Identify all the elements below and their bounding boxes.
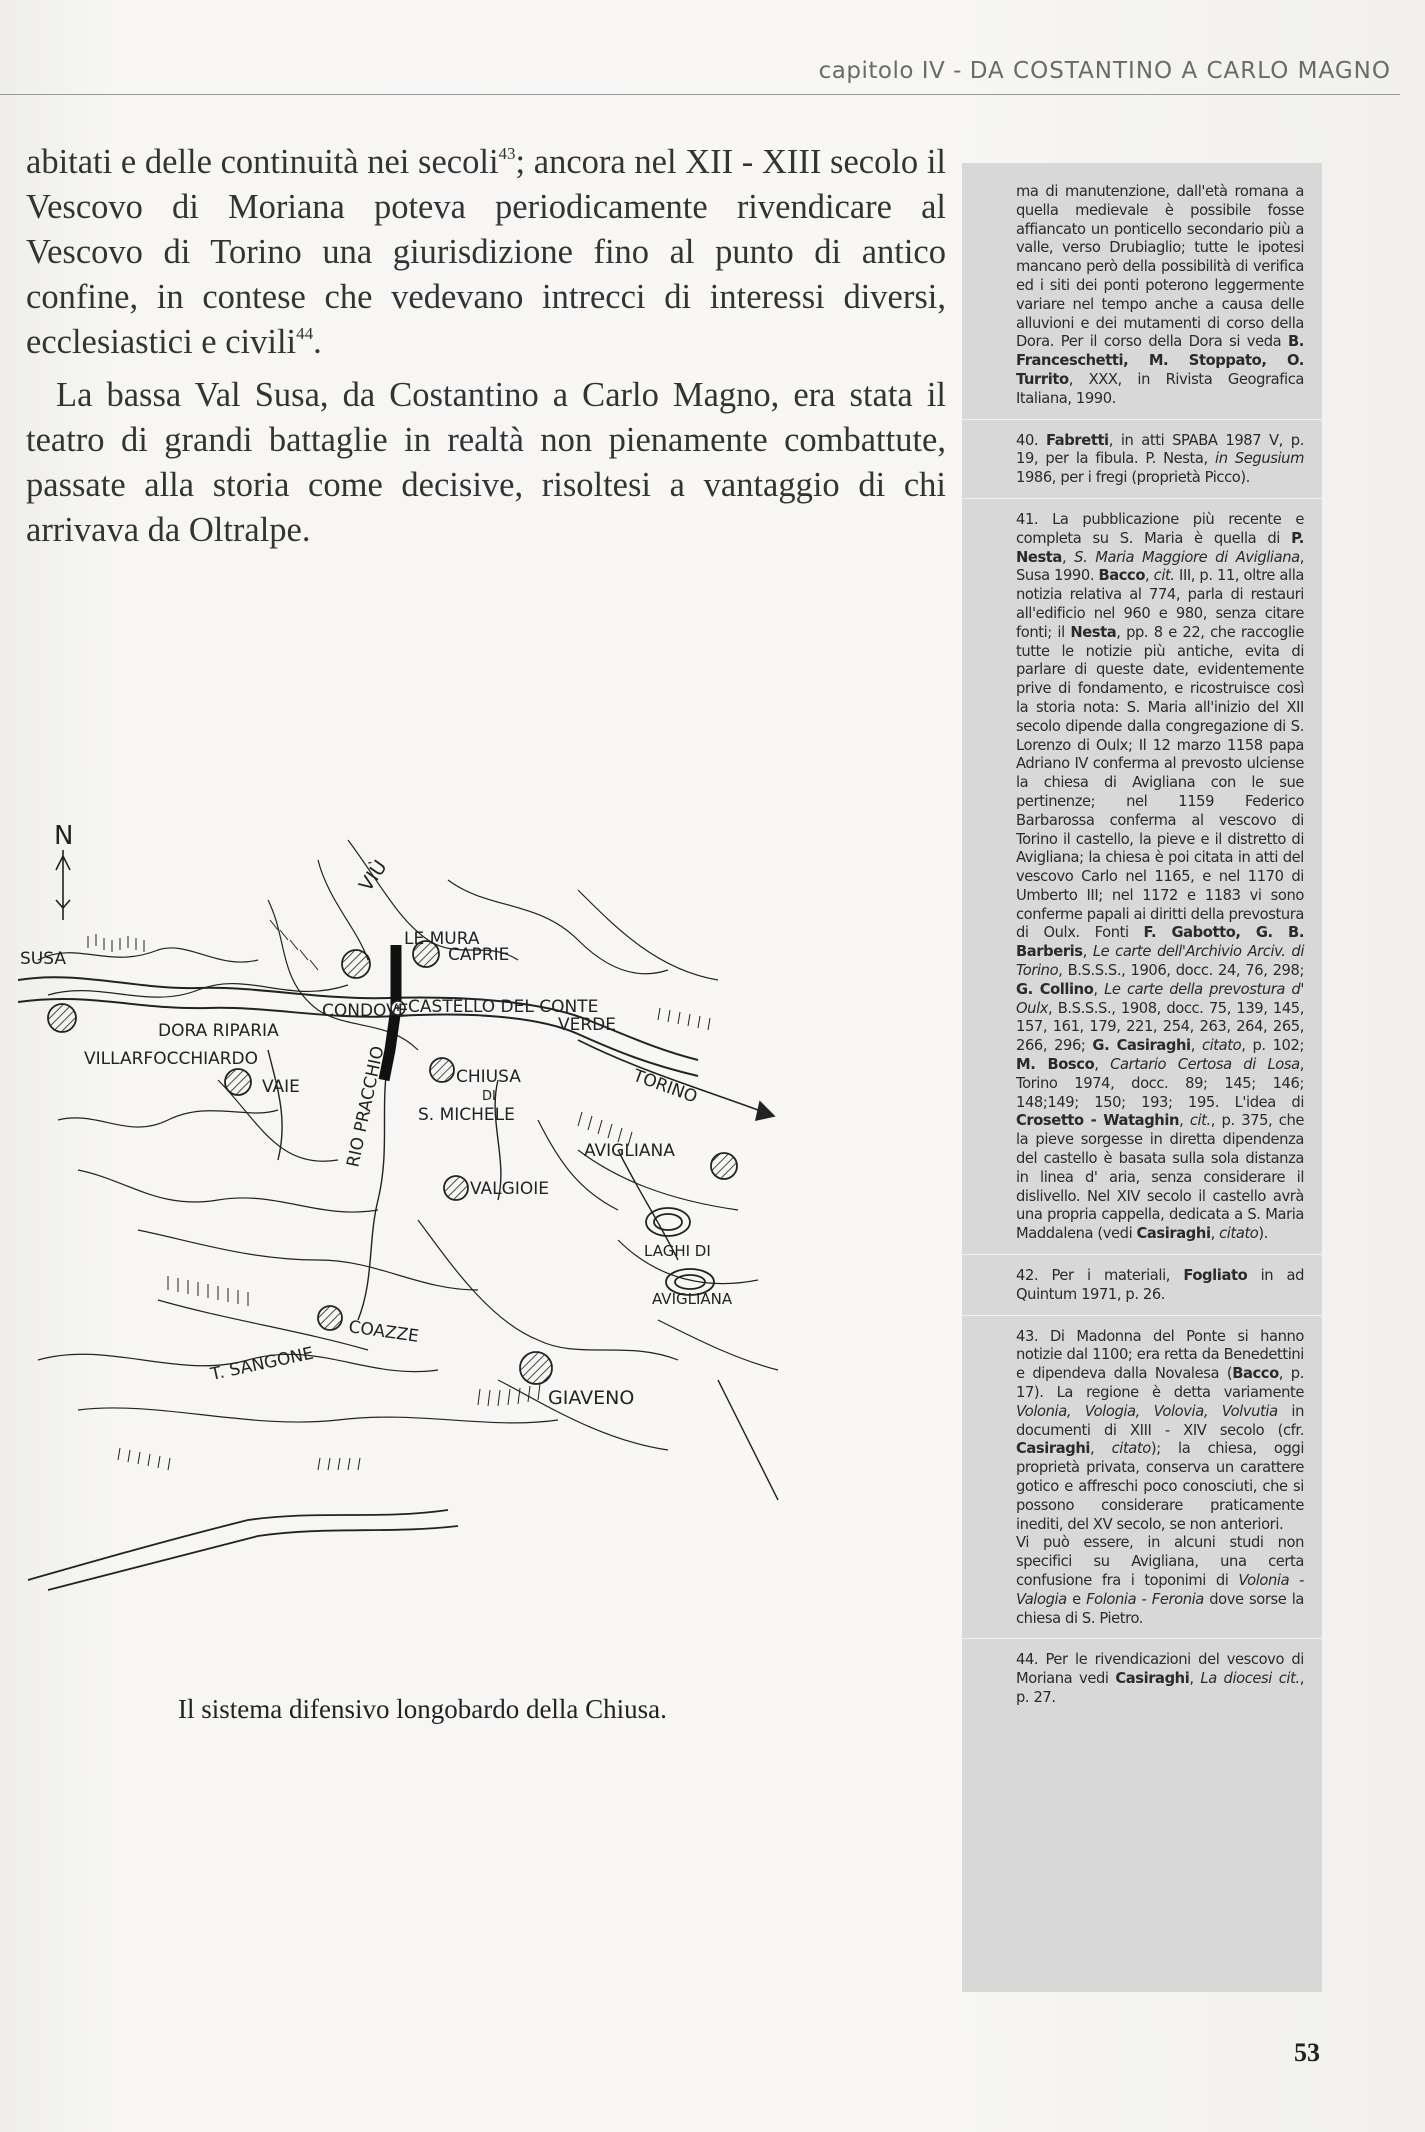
note-text: G. Collino xyxy=(1016,980,1094,998)
map-illustration xyxy=(18,820,928,1620)
chapter-title: DA COSTANTINO A CARLO MAGNO xyxy=(969,58,1391,84)
note-text: Fabretti xyxy=(1046,431,1109,449)
note-text: cit. xyxy=(1189,1112,1211,1130)
label-dora-riparia: DORA RIPARIA xyxy=(158,1021,279,1041)
page-number: 53 xyxy=(1294,2038,1320,2067)
main-text xyxy=(26,140,946,561)
note-text: , B.S.S.S., 1906, docc. 24, 76, 298; xyxy=(1058,962,1304,980)
note-text: III, p. 11, oltre alla notizia relativa al 774, parla di restauri all'edificio nel 960 e 980, senza citare fonti; il xyxy=(1016,567,1304,641)
note-text: Cartario Certosa di Losa xyxy=(1110,1056,1300,1074)
note-text: F. Gabotto, G. B. Barberis xyxy=(1016,924,1304,961)
note-40 xyxy=(1016,432,1304,488)
note-divider xyxy=(962,1315,1322,1316)
note-text: Vi può essere, in alcuni studi non specifici su Avigliana, una certa confusione fra i toponimi di xyxy=(1016,1534,1304,1589)
note-text: 1986, per i fregi (proprietà Picco). xyxy=(1016,469,1250,487)
running-head xyxy=(819,58,1391,84)
label-condove: CONDOVE xyxy=(322,1001,409,1021)
label-avigliana-lakes: AVIGLIANA xyxy=(652,1290,733,1308)
avigliana-marker xyxy=(711,1153,737,1179)
note-text: Casiraghi xyxy=(1136,1225,1211,1243)
note-text: , xyxy=(1094,1056,1111,1074)
note-text: , xyxy=(1189,1670,1201,1688)
note-43-paragraph-2 xyxy=(1016,1534,1304,1628)
note-text: cit. xyxy=(1153,567,1175,585)
label-villarfocchiardo: VILLARFOCCHIARDO xyxy=(84,1049,259,1069)
note-text: ); la chiesa, oggi proprietà privata, conserva un carattere gotico e affreschi poco conosciuti, che si possono considerare praticamente inediti, del XV secolo, se non anteriori. xyxy=(1016,1440,1304,1533)
note-text: Bacco xyxy=(1232,1365,1279,1383)
label-giaveno: GIAVENO xyxy=(548,1387,635,1409)
label-di: DI xyxy=(482,1089,496,1104)
note-text: M. Bosco xyxy=(1016,1056,1095,1074)
note-text: Fogliato xyxy=(1183,1267,1248,1285)
note-text: La diocesi cit. xyxy=(1200,1670,1300,1688)
note-text: ). xyxy=(1258,1225,1268,1243)
note-text: , xyxy=(1179,1112,1190,1130)
note-divider xyxy=(962,419,1322,420)
note-39-continued xyxy=(1016,183,1304,409)
p1-text-a: abitati e delle continuità nei secoli xyxy=(26,143,499,181)
label-chiusa: CHIUSA xyxy=(456,1067,521,1087)
label-vaie: VAIE xyxy=(262,1077,300,1097)
note-text: dove sorse la chiesa di S. Pietro. xyxy=(1016,1590,1304,1627)
note-text: , in atti SPABA 1987 V, p. 19, per la fibula. P. Nesta, xyxy=(1016,431,1304,468)
note-text: Nesta xyxy=(1070,623,1117,641)
note-text: Folonia - Feronia xyxy=(1086,1590,1204,1608)
note-text: , xyxy=(1145,567,1154,585)
note-divider xyxy=(962,1638,1322,1639)
note-text: , xyxy=(1093,980,1105,998)
note-text: in ad Quintum 1971, p. 26. xyxy=(1016,1267,1304,1303)
label-s-michele: S. MICHELE xyxy=(418,1105,515,1125)
note-text: e xyxy=(1066,1590,1087,1608)
label-torino: TORINO xyxy=(630,1065,700,1108)
valgioie-marker xyxy=(444,1176,468,1200)
villar-marker xyxy=(48,1004,76,1032)
note-text: S. Maria Maggiore di Avigliana xyxy=(1074,548,1300,566)
note-text: 41. La pubblicazione più recente e completa su S. Maria è quella di xyxy=(1016,510,1304,547)
header-separator: - xyxy=(945,58,970,84)
giaveno-marker xyxy=(520,1352,552,1384)
note-text: 44. Per le rivendicazioni del vescovo di Moriana vedi xyxy=(1016,1651,1304,1688)
note-text: 43. Di Madonna del Ponte si hanno notizie dal 1100; era retta da Benedettini e dipendeva dalla Novalesa ( xyxy=(1016,1327,1304,1383)
north-arrow-icon xyxy=(54,821,73,920)
note-text: , p. 17). La regione è detta variamente xyxy=(1016,1365,1304,1402)
sangone-river xyxy=(28,1510,458,1590)
note-text: G. Casiraghi xyxy=(1092,1037,1191,1055)
note-text: Le carte della prevostura d' Oulx xyxy=(1016,980,1304,1017)
p1-text-b: ; ancora nel XII - XIII secolo il Vescovo di Moriana poteva periodicamente rivendicare al Vescovo di Torino una giurisdizione fino al punto di antico confine, in contese che vedevano intrecci di interessi diversi, ecclesiastici e civili xyxy=(26,143,946,361)
note-42 xyxy=(1016,1267,1304,1305)
note-text: P. Nesta xyxy=(1016,529,1304,566)
footnote-ref-44: 44 xyxy=(296,324,314,343)
note-text: , Torino 1974, docc. 89; 145; 146; 148;149; 150; 193; 195. L'idea di xyxy=(1016,1056,1304,1111)
note-text: , XXX, in Rivista Geografica Italiana, 1990. xyxy=(1016,370,1304,407)
note-text: , xyxy=(1210,1225,1220,1243)
notes-sidebar xyxy=(962,163,1322,1992)
note-divider xyxy=(962,498,1322,499)
north-label: N xyxy=(54,821,74,851)
note-text: B. Franceschetti, M. Stoppato, O. Turrito xyxy=(1016,333,1304,388)
coazze-marker xyxy=(318,1306,342,1330)
header-rule xyxy=(0,94,1400,95)
note-text: , Susa 1990. xyxy=(1016,548,1304,585)
label-castello: CASTELLO DEL CONTE xyxy=(408,997,599,1017)
paragraph-2: La bassa Val Susa, da Costantino a Carlo Magno, era stata il teatro di grandi battaglie in realtà non pienamente combattute, passate alla storia come decisive, risoltesi a vantaggio di chi arrivava da Oltralpe. xyxy=(26,376,946,549)
note-text: Casiraghi xyxy=(1115,1670,1190,1688)
note-text: , xyxy=(1090,1440,1112,1458)
note-text: citato xyxy=(1111,1440,1151,1458)
note-text: citato xyxy=(1219,1225,1259,1243)
label-coazze: COAZZE xyxy=(347,1317,421,1347)
note-text: , xyxy=(1082,943,1093,961)
label-t-sangone: T. SANGONE xyxy=(208,1343,316,1385)
label-laghi-di: LAGHI DI xyxy=(644,1242,711,1260)
note-text: Bacco xyxy=(1098,567,1146,585)
note-44 xyxy=(1016,1651,1304,1707)
note-text: Volonia, Vologia, Volovia, Volvutia xyxy=(1016,1402,1278,1420)
note-text: 42. Per i materiali, xyxy=(1016,1267,1184,1285)
label-rio-pracchio: RIO PRACCHIO xyxy=(343,1044,389,1170)
footnote-ref-43: 43 xyxy=(498,144,516,163)
chapter-number: capitolo IV xyxy=(818,58,946,84)
note-text: , pp. 8 e 22, che raccoglie tutte le notizie più antiche, evita di parlare di queste date, evidentemente prive di fondamento, e ricostruisce così la storia nota: S. Maria all'inizio del XII secolo dipende dalla congregazione di S. Lorenzo di Oulx; Il 12 marzo 1158 papa Adriano IV conferma al prevosto ulciense la chiesa di Avigliana con le sue pertinenze; nel 1159 Federico Barbarossa conferma al vescovo di Torino il castello, la pieve e il distretto di Avigliana; la chiesa è poi citata in atti del vescovo Carlo nel 1165, e nel 1170 di Umberto III; nel 1172 e 1183 vi sono conferme papali ai diritti della prevostura di Oulx. Fonti xyxy=(1016,623,1304,942)
label-verde: VERDE xyxy=(558,1015,617,1035)
note-41 xyxy=(1016,511,1304,1244)
note-text: , p. 375, che la pieve sorgesse in diretta dipendenza del castello è basata sulla sola distanza in linea d' aria, senza considerare il dislivello. Nel XIV secolo il castello avrà una propria cappella, dedicata a S. Maria Maddalena (vedi xyxy=(1016,1112,1304,1243)
note-text: , xyxy=(1061,548,1075,566)
note-text: Casiraghi xyxy=(1016,1440,1091,1458)
note-text: , p. 102; xyxy=(1241,1037,1304,1055)
note-text: ma di manutenzione, dall'età romana a quella medievale è possibile fosse affiancato un ponticello secondario più a valle, verso Drubiaglio; tutte le ipotesi mancano però della possibilità di verifica ed i siti dei ponti poterono leggermente variare nel tempo anche a causa delle alluvioni e dei mutamenti di corso della Dora. Per il corso della Dora si veda xyxy=(1016,183,1304,351)
note-text: in documenti di XIII - XIV secolo (cfr. xyxy=(1016,1402,1304,1439)
note-43 xyxy=(1016,1328,1304,1535)
label-susa: SUSA xyxy=(20,949,66,969)
figure-caption: Il sistema difensivo longobardo della Chiusa. xyxy=(178,1694,667,1724)
label-avigliana: AVIGLIANA xyxy=(584,1141,675,1161)
note-text: Volonia - Valogia xyxy=(1016,1571,1305,1608)
note-divider xyxy=(962,1254,1322,1255)
note-text: 40. xyxy=(1016,431,1047,449)
note-text: in Segusium xyxy=(1215,450,1304,468)
note-text: , B.S.S.S., 1908, docc. 75, 139, 145, 157, 161, 179, 221, 254, 263, 264, 265, 266, 296; xyxy=(1016,999,1304,1055)
chiusa-marker xyxy=(430,1058,454,1082)
label-le-mura: LE MURA xyxy=(404,929,480,949)
note-text: Crosetto - Wataghin xyxy=(1016,1112,1180,1130)
streams xyxy=(268,1050,778,1500)
note-text: citato xyxy=(1201,1037,1242,1055)
label-caprie: CAPRIE xyxy=(448,945,510,965)
vaie-marker xyxy=(225,1069,251,1095)
p1-text-c: . xyxy=(313,323,322,361)
paragraph-1 xyxy=(26,140,946,365)
label-valgioie: VALGIOIE xyxy=(470,1179,549,1199)
condove-marker xyxy=(342,950,370,978)
label-viu: VIÙ xyxy=(354,856,392,896)
note-text: , p. 27. xyxy=(1016,1670,1305,1706)
note-text: , xyxy=(1190,1037,1202,1055)
note-text: Le carte dell'Archivio Arciv. di Torino xyxy=(1016,943,1304,980)
